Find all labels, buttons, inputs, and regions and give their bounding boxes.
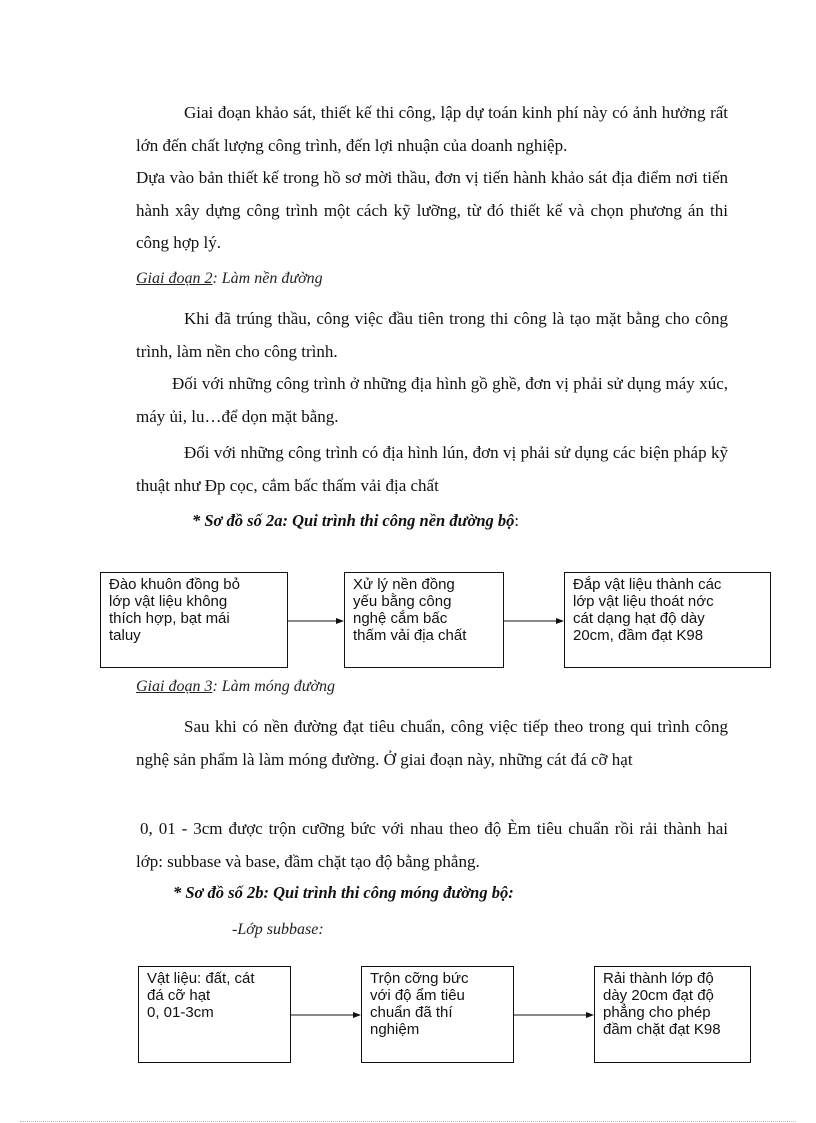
paragraph-rough-terrain: Đối với những công trình ở những địa hình gồ ghề, đơn vị phải sử dụng máy xúc, máy ủi, lu…để dọn mặt bằng. [136, 374, 728, 426]
stage-2-title: : Làm nền đường [212, 270, 323, 287]
paragraph-survey-detail: Dựa vào bản thiết kế trong hồ sơ mời thầu, đơn vị tiến hành khảo sát địa điểm nơi tiến hành xây dựng công trình một cách kỹ lưỡng, từ đó thiết kế và chọn phương án thi công hợp lý. [136, 168, 728, 252]
diagram-2a-title-text: * Sơ đồ số 2a: Qui trình thi công nền đường bộ [192, 511, 515, 530]
paragraph-survey-stage: Giai đoạn khảo sát, thiết kế thi công, lập dự toán kinh phí này có ảnh hưởng rất lớn đến chất lượng công trình, đến lợi nhuận của doanh nghiệp. [136, 103, 728, 155]
diagram-2a-step-3-box: Đắp vật liệu thành các lớp vật liệu thoát nớc cát dạng hạt độ dày 20cm, đầm đạt K98 [564, 572, 771, 668]
paragraph-soft-ground: Đối với những công trình có địa hình lún, đơn vị phải sử dụng các biện pháp kỹ thuật như Ðp cọc, cắm bấc thấm vải địa chất [136, 443, 728, 495]
stage-3-label: Giai đoạn 3 [136, 678, 213, 695]
diagram-2b-title: * Sơ đồ số 2b: Qui trình thi công móng đường bộ: [173, 883, 514, 902]
subbase-label: -Lớp subbase: [232, 921, 324, 938]
diagram-2b-step-2-box: Trộn cỡng bức với độ ẩm tiêu chuẩn đã thí nghiệm [361, 966, 514, 1063]
diagram-2a-step-1-box: Đào khuôn đồng bỏ lớp vật liệu không thích hợp, bạt mái taluy [100, 572, 288, 668]
diagram-2b-step-1-box: Vật liệu: đất, cát đá cỡ hạt 0, 01-3cm [138, 966, 291, 1063]
paragraph-foundation-stage: Sau khi có nền đường đạt tiêu chuẩn, công việc tiếp theo trong qui trình công nghệ sản phẩm là làm móng đường. Ở giai đoạn này, những cát đá cỡ hạt [136, 717, 728, 769]
paragraph-mixing-layers: 0, 01 - 3cm được trộn cưỡng bức với nhau theo độ Èm tiêu chuẩn rồi rải thành hai lớp: subbase và base, đầm chặt tạo độ bằng phẳng. [136, 819, 728, 871]
page-bottom-rule [20, 1121, 796, 1122]
paragraph-site-preparation: Khi đã trúng thầu, công việc đầu tiên trong thi công là tạo mặt bằng cho công trình, làm nền cho công trình. [136, 309, 728, 361]
diagram-2b-step-3-box: Rải thành lớp độ dày 20cm đạt độ phẳng cho phép đầm chặt đạt K98 [594, 966, 751, 1063]
stage-2-label: Giai đoạn 2 [136, 270, 213, 287]
stage-3-title: : Làm móng đường [212, 678, 336, 695]
diagram-2a-step-2-box: Xử lý nền đồng yếu bằng công nghệ cắm bấc thấm vải địa chất [344, 572, 504, 668]
diagram-2a-title-colon: : [514, 511, 519, 530]
